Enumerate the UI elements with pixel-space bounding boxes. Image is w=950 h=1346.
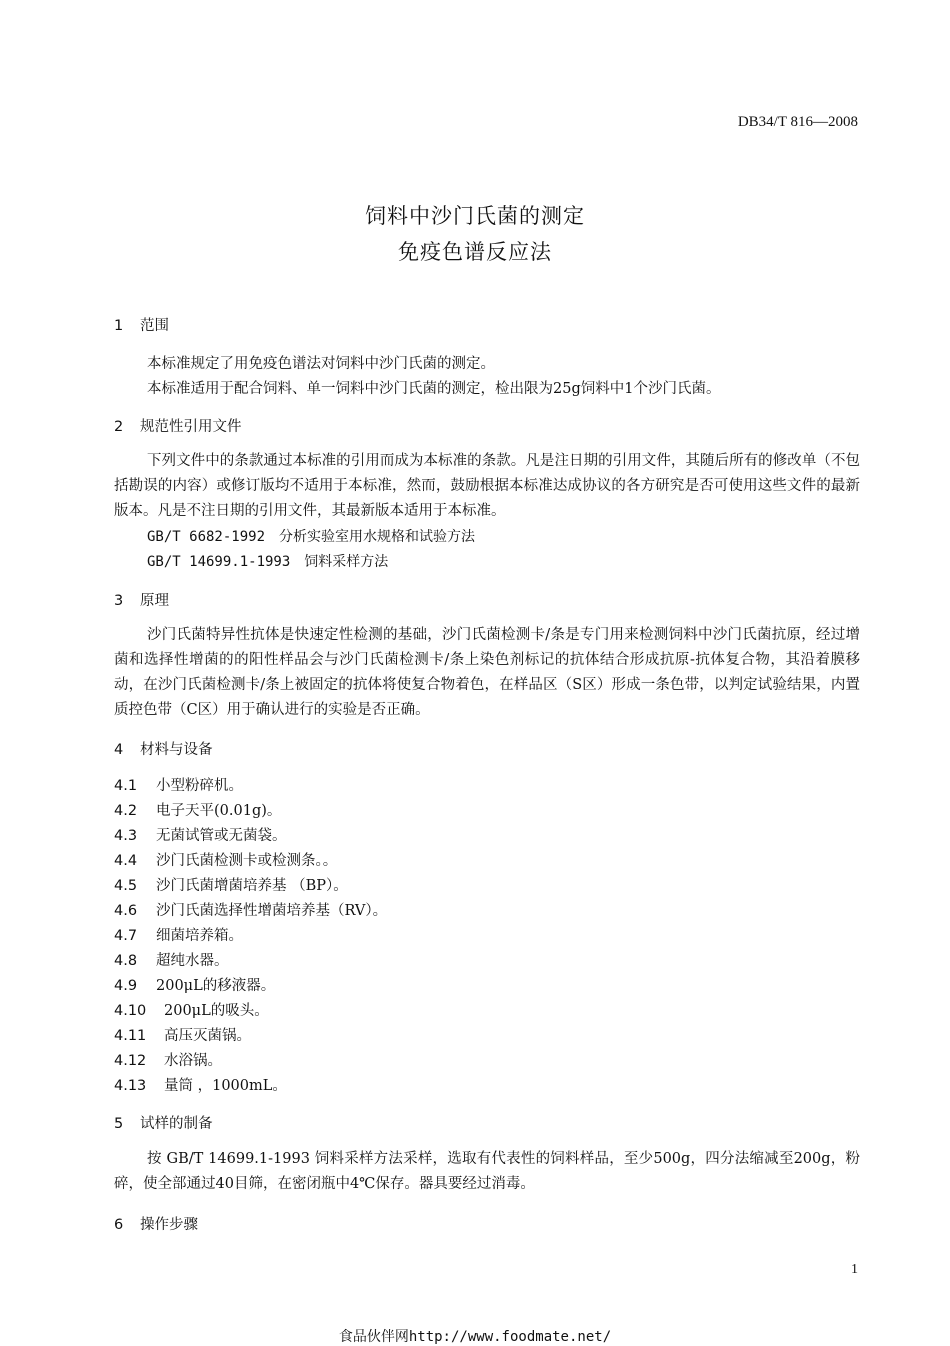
list-item <box>114 949 229 970</box>
item-number: 4.11 <box>114 1028 147 1044</box>
list-item <box>114 1049 222 1070</box>
section-number: 2 <box>114 419 124 435</box>
section-number: 5 <box>114 1116 124 1132</box>
item-number: 4.9 <box>114 978 138 994</box>
section-2-heading <box>114 415 242 436</box>
section-4-heading <box>114 738 213 759</box>
item-number: 4.3 <box>114 828 138 844</box>
list-item <box>114 824 287 845</box>
section-1-line-2: 本标准适用于配合饲料、单一饲料中沙门氏菌的测定，检出限为25g饲料中1个沙门氏菌。 <box>147 381 721 397</box>
item-text: 200μL的吸头。 <box>164 1003 269 1019</box>
section-3-heading <box>114 589 169 610</box>
section-title: 范围 <box>140 318 169 334</box>
section-number: 1 <box>114 318 124 334</box>
document-subtitle: 免疫色谱反应法 <box>398 240 552 264</box>
list-item <box>114 999 269 1020</box>
page-footer <box>0 1326 950 1346</box>
reference-code: GB/T 14699.1-1993 <box>147 554 291 570</box>
item-text: 沙门氏菌检测卡或检测条。。 <box>156 853 338 869</box>
item-text: 200μL的移液器。 <box>156 978 276 994</box>
list-item <box>114 774 243 795</box>
item-number: 4.12 <box>114 1053 147 1069</box>
item-number: 4.10 <box>114 1003 147 1019</box>
standard-code: DB34/T 816—2008 <box>737 114 858 130</box>
item-text: 沙门氏菌选择性增菌培养基（RV）。 <box>156 903 388 919</box>
item-number: 4.5 <box>114 878 138 894</box>
list-item <box>114 799 281 820</box>
list-item <box>114 899 387 920</box>
reference-2 <box>147 551 388 571</box>
item-text: 细菌培养箱。 <box>156 928 243 944</box>
section-number: 4 <box>114 742 124 758</box>
section-title: 试样的制备 <box>140 1116 213 1132</box>
list-item <box>114 1024 251 1045</box>
section-title: 操作步骤 <box>140 1217 198 1233</box>
section-2-paragraph: 下列文件中的条款通过本标准的引用而成为本标准的条款。凡是注日期的引用文件，其随后所有的修改单（不包括勘误的内容）或修订版均不适用于本标准，然而，鼓励根据本标准达成协议的各方研究是否可使用这些文件的最新版本。凡是不注日期的引用文件，其最新版本适用于本标准。 <box>114 453 860 519</box>
reference-code: GB/T 6682-1992 <box>147 529 266 545</box>
item-text: 小型粉碎机。 <box>156 778 243 794</box>
item-text: 无菌试管或无菌袋。 <box>156 828 287 844</box>
item-number: 4.8 <box>114 953 138 969</box>
item-text: 高压灭菌锅。 <box>164 1028 251 1044</box>
list-item <box>114 1074 287 1095</box>
section-1-line-1: 本标准规定了用免疫色谱法对饲料中沙门氏菌的测定。 <box>147 356 495 372</box>
item-text: 超纯水器。 <box>156 953 229 969</box>
item-text: 沙门氏菌增菌培养基 （BP）。 <box>156 878 348 894</box>
reference-title: 饲料采样方法 <box>304 554 389 570</box>
list-item <box>114 974 275 995</box>
document-title: 饲料中沙门氏菌的测定 <box>365 204 585 228</box>
item-number: 4.2 <box>114 803 138 819</box>
reference-title: 分析实验室用水规格和试验方法 <box>279 529 476 545</box>
list-item <box>114 924 243 945</box>
item-text: 量筒 ，1000mL。 <box>164 1078 287 1094</box>
item-number: 4.7 <box>114 928 138 944</box>
section-5-paragraph: 按 GB/T 14699.1-1993 饲料采样方法采样，选取有代表性的饲料样品，至少500g，四分法缩减至200g，粉碎，使全部通过40目筛，在密闭瓶中4℃保存。器具要经过消毒。 <box>114 1151 860 1192</box>
section-title: 规范性引用文件 <box>140 419 242 435</box>
item-number: 4.4 <box>114 853 138 869</box>
item-text: 电子天平(0.01g)。 <box>156 803 282 819</box>
footer-site-name: 食品伙伴网 <box>338 1329 409 1345</box>
footer-url[interactable]: http://www.foodmate.net/ <box>408 1329 612 1345</box>
section-3-paragraph: 沙门氏菌特异性抗体是快速定性检测的基础，沙门氏菌检测卡/条是专门用来检测饲料中沙门氏菌抗原，经过增菌和选择性增菌的的阳性样品会与沙门氏菌检测卡/条上染色剂标记的抗体结合形成抗原-抗体复合物，其沿着膜移动，在沙门氏菌检测卡/条上被固定的抗体将使复合物着色，在样品区（S区）形成一条色带，以判定试验结果，内置质控色带（C区）用于确认进行的实验是否正确。 <box>114 627 860 718</box>
section-1-heading <box>114 314 169 335</box>
section-title: 原理 <box>140 593 169 609</box>
section-title: 材料与设备 <box>140 742 213 758</box>
list-item <box>114 849 337 870</box>
section-number: 3 <box>114 593 124 609</box>
item-number: 4.13 <box>114 1078 147 1094</box>
section-5-heading <box>114 1112 213 1133</box>
section-6-heading <box>114 1213 198 1234</box>
reference-1 <box>147 526 475 546</box>
item-number: 4.1 <box>114 778 138 794</box>
section-number: 6 <box>114 1217 124 1233</box>
page-number: 1 <box>851 1262 858 1277</box>
item-text: 水浴锅。 <box>164 1053 222 1069</box>
item-number: 4.6 <box>114 903 138 919</box>
list-item <box>114 874 348 895</box>
